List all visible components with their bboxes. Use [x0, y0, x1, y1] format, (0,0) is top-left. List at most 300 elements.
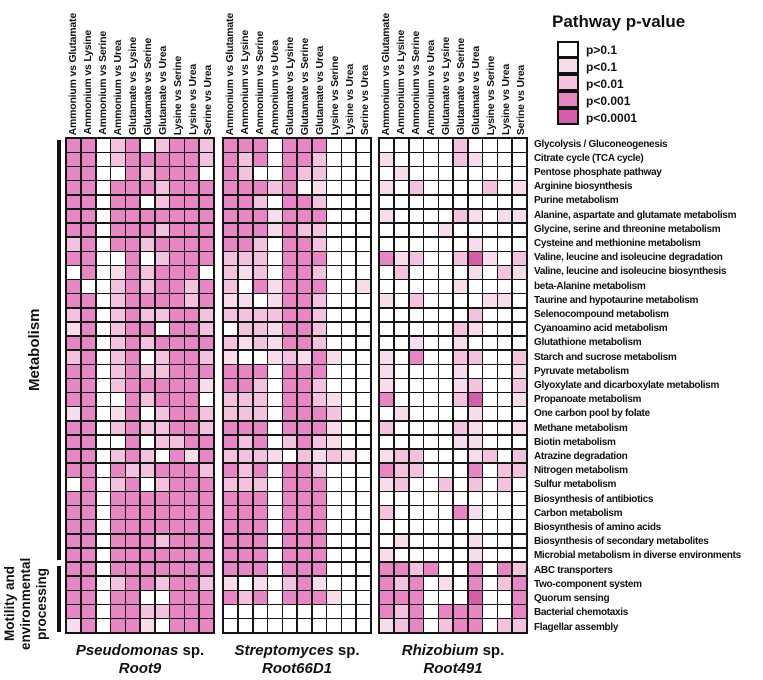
column-header-label: Ammonium vs Serine — [253, 31, 266, 135]
heatmap-cell — [298, 577, 311, 590]
heatmap-cell — [111, 591, 124, 604]
heatmap-cell — [283, 238, 296, 251]
heatmap-cell — [483, 520, 496, 533]
heatmap-cell — [327, 436, 340, 449]
heatmap-cell — [483, 294, 496, 307]
heatmap-cell — [111, 238, 124, 251]
motility-bracket-bar — [57, 566, 61, 632]
heatmap-cell — [410, 139, 423, 152]
heatmap-cell — [357, 591, 370, 604]
heatmap-cell — [513, 224, 526, 237]
heatmap-cell — [111, 619, 124, 632]
heatmap-cell — [498, 139, 511, 152]
heatmap-cell — [357, 379, 370, 392]
heatmap-cell — [439, 436, 452, 449]
heatmap-cell — [327, 323, 340, 336]
heatmap-cell — [380, 619, 393, 632]
heatmap-cell — [268, 577, 281, 590]
heatmap-cell — [254, 280, 267, 293]
heatmap-cell — [283, 280, 296, 293]
heatmap-cell — [357, 252, 370, 265]
pathway-label: Pyruvate metabolism — [534, 365, 629, 377]
legend-item — [557, 75, 685, 92]
heatmap-cell — [380, 323, 393, 336]
heatmap-cell — [342, 436, 355, 449]
heatmap-cell — [126, 450, 139, 463]
heatmap-cell — [97, 139, 110, 152]
heatmap-cell — [424, 506, 437, 519]
heatmap-cell — [97, 535, 110, 548]
heatmap-cell — [170, 535, 183, 548]
species-sp: sp. — [478, 642, 505, 659]
heatmap-cell — [454, 549, 467, 562]
heatmap-cell — [200, 520, 213, 533]
heatmap-cell — [327, 167, 340, 180]
heatmap-cell — [82, 238, 95, 251]
heatmap-cell — [239, 393, 252, 406]
pathway-label: Citrate cycle (TCA cycle) — [534, 152, 644, 164]
heatmap-cell — [268, 450, 281, 463]
heatmap-cell — [185, 563, 198, 576]
heatmap-cell — [327, 393, 340, 406]
heatmap-cell — [185, 252, 198, 265]
heatmap-cell — [268, 181, 281, 194]
heatmap-cell — [111, 252, 124, 265]
heatmap-cell — [126, 577, 139, 590]
heatmap-cell — [357, 351, 370, 364]
heatmap-cell — [498, 181, 511, 194]
heatmap-cell — [200, 464, 213, 477]
heatmap-cell — [439, 266, 452, 279]
heatmap-cell — [82, 139, 95, 152]
heatmap-cell — [239, 238, 252, 251]
heatmap-cell — [111, 210, 124, 223]
heatmap-cell — [224, 605, 237, 618]
heatmap-cell — [97, 450, 110, 463]
heatmap-cell — [239, 422, 252, 435]
heatmap-cell — [111, 450, 124, 463]
heatmap-cell — [170, 407, 183, 420]
heatmap-cell — [327, 506, 340, 519]
heatmap-cell — [513, 450, 526, 463]
heatmap-cell — [126, 619, 139, 632]
heatmap-cell — [327, 619, 340, 632]
heatmap-cell — [283, 266, 296, 279]
heatmap-cell — [185, 337, 198, 350]
heatmap-cell — [254, 266, 267, 279]
heatmap-cell — [156, 139, 169, 152]
heatmap-grid-pseudomonas — [65, 137, 215, 634]
heatmap-cell — [156, 196, 169, 209]
column-header — [237, 2, 252, 135]
heatmap-cell — [380, 181, 393, 194]
metabolism-bracket-bar — [57, 140, 61, 560]
heatmap-cell — [185, 280, 198, 293]
column-header-row — [65, 2, 215, 135]
heatmap-cell — [513, 407, 526, 420]
heatmap-cell — [67, 478, 80, 491]
heatmap-cell — [513, 506, 526, 519]
heatmap-cell — [498, 577, 511, 590]
heatmap-cell — [283, 520, 296, 533]
heatmap-cell — [170, 294, 183, 307]
heatmap-cell — [313, 535, 326, 548]
heatmap-cell — [111, 167, 124, 180]
heatmap-cell — [327, 294, 340, 307]
heatmap-cell — [513, 309, 526, 322]
heatmap-cell — [342, 266, 355, 279]
heatmap-cell — [513, 478, 526, 491]
heatmap-cell — [454, 266, 467, 279]
heatmap-cell — [126, 294, 139, 307]
heatmap-cell — [454, 506, 467, 519]
heatmap-cell — [254, 365, 267, 378]
heatmap-cell — [483, 605, 496, 618]
heatmap-cell — [67, 422, 80, 435]
heatmap-cell — [126, 535, 139, 548]
heatmap-cell — [97, 196, 110, 209]
heatmap-cell — [224, 535, 237, 548]
heatmap-cell — [82, 323, 95, 336]
heatmap-cell — [82, 563, 95, 576]
heatmap-cell — [313, 393, 326, 406]
heatmap-cell — [342, 577, 355, 590]
heatmap-cell — [469, 605, 482, 618]
heatmap-cell — [170, 436, 183, 449]
heatmap-cell — [141, 535, 154, 548]
heatmap-cell — [82, 153, 95, 166]
heatmap-cell — [313, 619, 326, 632]
pathway-label: Atrazine degradation — [534, 451, 628, 463]
heatmap-cell — [254, 492, 267, 505]
heatmap-cell — [483, 464, 496, 477]
column-header-label: Ammonium vs Lysine — [81, 30, 94, 135]
column-header — [155, 2, 170, 135]
heatmap-cell — [342, 294, 355, 307]
column-header-label: Ammonium vs Glutamate — [223, 12, 236, 135]
heatmap-cell — [424, 139, 437, 152]
pathway-label: Cyanoamino acid metabolism — [534, 323, 668, 335]
heatmap-cell — [313, 224, 326, 237]
heatmap-cell — [513, 393, 526, 406]
heatmap-cell — [67, 563, 80, 576]
heatmap-cell — [283, 393, 296, 406]
heatmap-cell — [170, 520, 183, 533]
heatmap-cell — [298, 309, 311, 322]
heatmap-cell — [357, 464, 370, 477]
heatmap-cell — [410, 224, 423, 237]
heatmap-cell — [357, 337, 370, 350]
heatmap-cell — [424, 153, 437, 166]
heatmap-cell — [439, 535, 452, 548]
heatmap-cell — [200, 422, 213, 435]
heatmap-cell — [395, 139, 408, 152]
heatmap-cell — [313, 294, 326, 307]
column-header-label: Ammonium vs Urea — [268, 39, 281, 135]
heatmap-cell — [200, 549, 213, 562]
heatmap-cell — [239, 520, 252, 533]
heatmap-cell — [380, 365, 393, 378]
heatmap-cell — [97, 619, 110, 632]
species-strain: Root66D1 — [261, 660, 332, 677]
heatmap-cell — [141, 506, 154, 519]
heatmap-cell — [513, 181, 526, 194]
heatmap-cell — [298, 506, 311, 519]
heatmap-cell — [254, 351, 267, 364]
heatmap-cell — [268, 365, 281, 378]
heatmap-cell — [111, 365, 124, 378]
heatmap-cell — [268, 280, 281, 293]
heatmap-cell — [141, 478, 154, 491]
heatmap-cell — [513, 379, 526, 392]
heatmap-cell — [170, 266, 183, 279]
column-header-label: Ammonium vs Serine — [96, 31, 109, 135]
legend-swatch — [557, 41, 579, 58]
heatmap-cell — [342, 563, 355, 576]
heatmap-cell — [513, 591, 526, 604]
heatmap-cell — [424, 492, 437, 505]
column-header-label: Glutamate vs Lysine — [439, 37, 452, 135]
heatmap-cell — [200, 238, 213, 251]
heatmap-cell — [126, 492, 139, 505]
heatmap-cell — [469, 422, 482, 435]
heatmap-cell — [410, 436, 423, 449]
species-strain: Root491 — [423, 660, 483, 677]
pathway-label: Starch and sucrose metabolism — [534, 351, 677, 363]
heatmap-cell — [483, 393, 496, 406]
heatmap-cell — [313, 238, 326, 251]
heatmap-cell — [395, 577, 408, 590]
heatmap-cell — [395, 224, 408, 237]
heatmap-cell — [141, 323, 154, 336]
heatmap-cell — [342, 619, 355, 632]
heatmap-cell — [298, 252, 311, 265]
heatmap-cell — [439, 422, 452, 435]
heatmap-cell — [424, 181, 437, 194]
heatmap-cell — [313, 422, 326, 435]
heatmap-cell — [498, 266, 511, 279]
heatmap-cell — [380, 139, 393, 152]
heatmap-cell — [395, 563, 408, 576]
heatmap-cell — [224, 294, 237, 307]
heatmap-cell — [380, 422, 393, 435]
heatmap-cell — [283, 323, 296, 336]
heatmap-cell — [283, 139, 296, 152]
heatmap-cell — [170, 577, 183, 590]
heatmap-cell — [200, 450, 213, 463]
heatmap-cell — [357, 224, 370, 237]
heatmap-cell — [469, 323, 482, 336]
heatmap-cell — [342, 167, 355, 180]
heatmap-cell — [298, 436, 311, 449]
heatmap-cell — [498, 464, 511, 477]
heatmap-cell — [380, 167, 393, 180]
heatmap-cell — [82, 224, 95, 237]
heatmap-cell — [141, 294, 154, 307]
heatmap-cell — [357, 323, 370, 336]
pathway-label: Flagellar assembly — [534, 621, 619, 633]
heatmap-cell — [454, 577, 467, 590]
heatmap-cell — [327, 139, 340, 152]
heatmap-cell — [268, 238, 281, 251]
heatmap-cell — [298, 351, 311, 364]
heatmap-cell — [424, 238, 437, 251]
heatmap-cell — [185, 464, 198, 477]
heatmap-cell — [357, 238, 370, 251]
heatmap-cell — [239, 436, 252, 449]
pathway-label: Pentose phosphate pathway — [534, 167, 662, 178]
heatmap-cell — [185, 535, 198, 548]
column-header-label: Ammonium vs Serine — [409, 31, 422, 135]
column-header — [185, 2, 200, 135]
heatmap-cell — [111, 196, 124, 209]
column-header-label: Ammonium vs Glutamate — [66, 12, 79, 135]
heatmap-cell — [141, 351, 154, 364]
heatmap-cell — [395, 619, 408, 632]
heatmap-cell — [454, 422, 467, 435]
heatmap-cell — [424, 577, 437, 590]
heatmap-cell — [357, 139, 370, 152]
heatmap-cell — [156, 535, 169, 548]
heatmap-cell — [97, 563, 110, 576]
heatmap-cell — [469, 139, 482, 152]
heatmap-cell — [254, 535, 267, 548]
heatmap-cell — [424, 591, 437, 604]
heatmap-cell — [141, 605, 154, 618]
heatmap-cell — [342, 252, 355, 265]
heatmap-cell — [126, 280, 139, 293]
column-header-label: Serine vs Urea — [358, 64, 371, 135]
heatmap-cell — [268, 492, 281, 505]
column-header-label: Glutamate vs Serine — [454, 37, 467, 135]
legend — [552, 12, 685, 126]
heatmap-cell — [283, 407, 296, 420]
heatmap-cell — [224, 365, 237, 378]
heatmap-cell — [357, 210, 370, 223]
heatmap-cell — [498, 407, 511, 420]
heatmap-cell — [82, 252, 95, 265]
heatmap-cell — [313, 139, 326, 152]
heatmap-cell — [327, 591, 340, 604]
heatmap-cell — [357, 153, 370, 166]
heatmap-cell — [185, 309, 198, 322]
column-header-label: Ammonium vs Urea — [424, 39, 437, 135]
heatmap-cell — [424, 196, 437, 209]
heatmap-cell — [239, 605, 252, 618]
heatmap-cell — [268, 210, 281, 223]
heatmap-cell — [498, 379, 511, 392]
column-header — [513, 2, 528, 135]
column-header-label: Lysine vs Urea — [343, 64, 356, 135]
heatmap-cell — [200, 153, 213, 166]
heatmap-cell — [469, 549, 482, 562]
heatmap-cell — [126, 393, 139, 406]
heatmap-cell — [67, 436, 80, 449]
heatmap-cell — [283, 535, 296, 548]
heatmap-cell — [327, 492, 340, 505]
heatmap-cell — [380, 337, 393, 350]
heatmap-cell — [357, 506, 370, 519]
heatmap-cell — [126, 464, 139, 477]
heatmap-cell — [156, 238, 169, 251]
heatmap-cell — [498, 309, 511, 322]
heatmap-cell — [283, 619, 296, 632]
heatmap-cell — [239, 619, 252, 632]
heatmap-cell — [67, 337, 80, 350]
species-sp: sp. — [178, 642, 205, 659]
group-label-motility: Motility and environmental processing — [2, 557, 49, 651]
heatmap-cell — [342, 605, 355, 618]
heatmap-cell — [126, 422, 139, 435]
heatmap-cell — [357, 563, 370, 576]
pathway-label: Sulfur metabolism — [534, 479, 617, 491]
heatmap-cell — [513, 294, 526, 307]
heatmap-cell — [82, 506, 95, 519]
heatmap-cell — [327, 252, 340, 265]
heatmap-cell — [513, 323, 526, 336]
heatmap-cell — [298, 478, 311, 491]
heatmap-cell — [200, 337, 213, 350]
heatmap-cell — [254, 309, 267, 322]
pathway-label: Propanoate metabolism — [534, 394, 642, 406]
heatmap-cell — [439, 224, 452, 237]
legend-swatch — [557, 57, 579, 74]
heatmap-cell — [410, 393, 423, 406]
heatmap-cell — [283, 450, 296, 463]
heatmap-cell — [498, 210, 511, 223]
heatmap-cell — [313, 492, 326, 505]
heatmap-cell — [111, 563, 124, 576]
heatmap-cell — [97, 280, 110, 293]
pathway-label: Two-component system — [534, 578, 642, 590]
heatmap-cell — [283, 294, 296, 307]
heatmap-cell — [82, 280, 95, 293]
heatmap-cell — [254, 436, 267, 449]
heatmap-cell — [82, 393, 95, 406]
column-header — [357, 2, 372, 135]
heatmap-cell — [239, 351, 252, 364]
heatmap-cell — [424, 252, 437, 265]
heatmap-cell — [395, 393, 408, 406]
heatmap-cell — [357, 478, 370, 491]
heatmap-cell — [439, 563, 452, 576]
heatmap-cell — [224, 619, 237, 632]
heatmap-cell — [483, 196, 496, 209]
heatmap-cell — [268, 196, 281, 209]
heatmap-cell — [170, 464, 183, 477]
heatmap-cell — [454, 450, 467, 463]
heatmap-cell — [395, 323, 408, 336]
heatmap-cell — [298, 619, 311, 632]
heatmap-cell — [298, 224, 311, 237]
heatmap-cell — [268, 337, 281, 350]
heatmap-cell — [239, 309, 252, 322]
heatmap-cell — [298, 563, 311, 576]
heatmap-cell — [224, 407, 237, 420]
heatmap-cell — [454, 492, 467, 505]
heatmap-cell — [439, 577, 452, 590]
heatmap-cell — [439, 153, 452, 166]
heatmap-cell — [224, 422, 237, 435]
legend-swatch — [557, 108, 579, 125]
heatmap-cell — [185, 379, 198, 392]
heatmap-cell — [67, 139, 80, 152]
heatmap-cell — [170, 492, 183, 505]
heatmap-cell — [313, 309, 326, 322]
heatmap-cell — [283, 365, 296, 378]
heatmap-cell — [170, 422, 183, 435]
heatmap-cell — [141, 407, 154, 420]
